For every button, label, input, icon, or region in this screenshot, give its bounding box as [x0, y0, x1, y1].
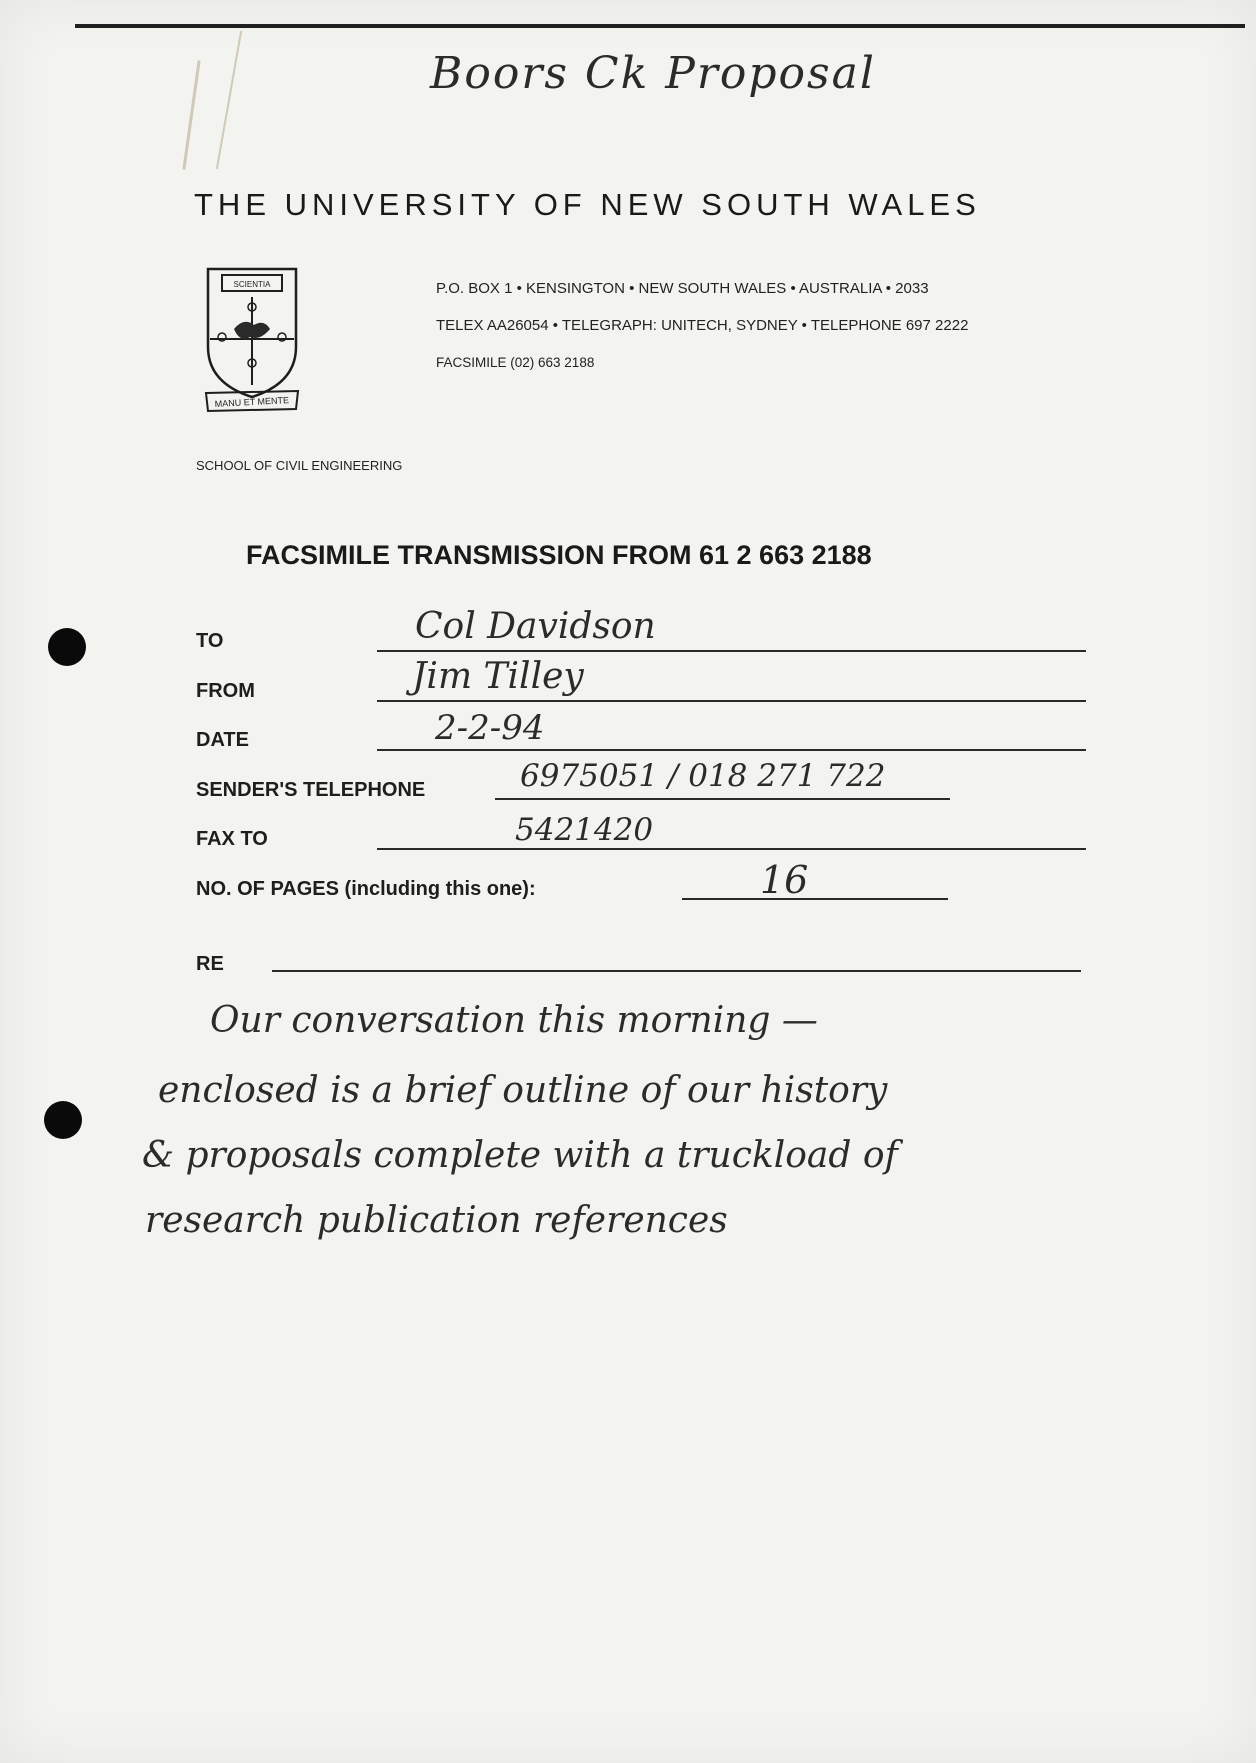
university-name: THE UNIVERSITY OF NEW SOUTH WALES [194, 187, 981, 222]
punch-hole [44, 1101, 82, 1139]
top-rule [75, 24, 1245, 28]
from-rule [377, 700, 1086, 702]
fax-to-rule [377, 848, 1086, 850]
message-line: & proposals complete with a truckload of [142, 1135, 898, 1176]
date-label: DATE [196, 729, 249, 751]
fax-to-label: FAX TO [196, 828, 268, 850]
to-value: Col Davidson [415, 606, 656, 647]
message-line: enclosed is a brief outline of our history [158, 1070, 888, 1111]
fax-to-value: 5421420 [515, 812, 654, 848]
re-rule [272, 970, 1081, 972]
to-label: TO [196, 630, 224, 652]
number-of-pages-label: NO. OF PAGES (including this one): [196, 878, 536, 900]
message-line: Our conversation this morning — [210, 1000, 818, 1041]
telex-telephone-line: TELEX AA26054 • TELEGRAPH: UNITECH, SYDNEY • TELEPHONE 697 2222 [436, 317, 969, 334]
university-crest-logo [202, 265, 302, 415]
handwritten-title-note: Boors Ck Proposal [430, 48, 876, 99]
sender-telephone-value: 6975051 / 018 271 722 [520, 758, 886, 794]
crest-banner-text: SCIENTIA [233, 280, 271, 289]
facsimile-number-line: FACSIMILE (02) 663 2188 [436, 355, 595, 370]
punch-hole [48, 628, 86, 666]
re-label: RE [196, 953, 224, 975]
number-of-pages-rule [682, 898, 948, 900]
school-name: SCHOOL OF CIVIL ENGINEERING [196, 458, 403, 473]
from-value: Jim Tilley [412, 656, 584, 697]
crest-motto-text: MANU ET MENTE [214, 395, 290, 409]
date-rule [377, 749, 1086, 751]
message-line: research publication references [145, 1200, 728, 1241]
to-rule [377, 650, 1086, 652]
date-value: 2-2-94 [435, 708, 545, 748]
number-of-pages-value: 16 [760, 858, 809, 902]
sender-telephone-rule [495, 798, 950, 800]
paper-mark [216, 31, 242, 169]
fax-heading: FACSIMILE TRANSMISSION FROM 61 2 663 2188 [246, 540, 872, 570]
sender-telephone-label: SENDER'S TELEPHONE [196, 779, 426, 801]
paper-mark [182, 60, 200, 169]
from-label: FROM [196, 680, 255, 702]
address-line: P.O. BOX 1 • KENSINGTON • NEW SOUTH WALES • AUSTRALIA • 2033 [436, 280, 929, 297]
